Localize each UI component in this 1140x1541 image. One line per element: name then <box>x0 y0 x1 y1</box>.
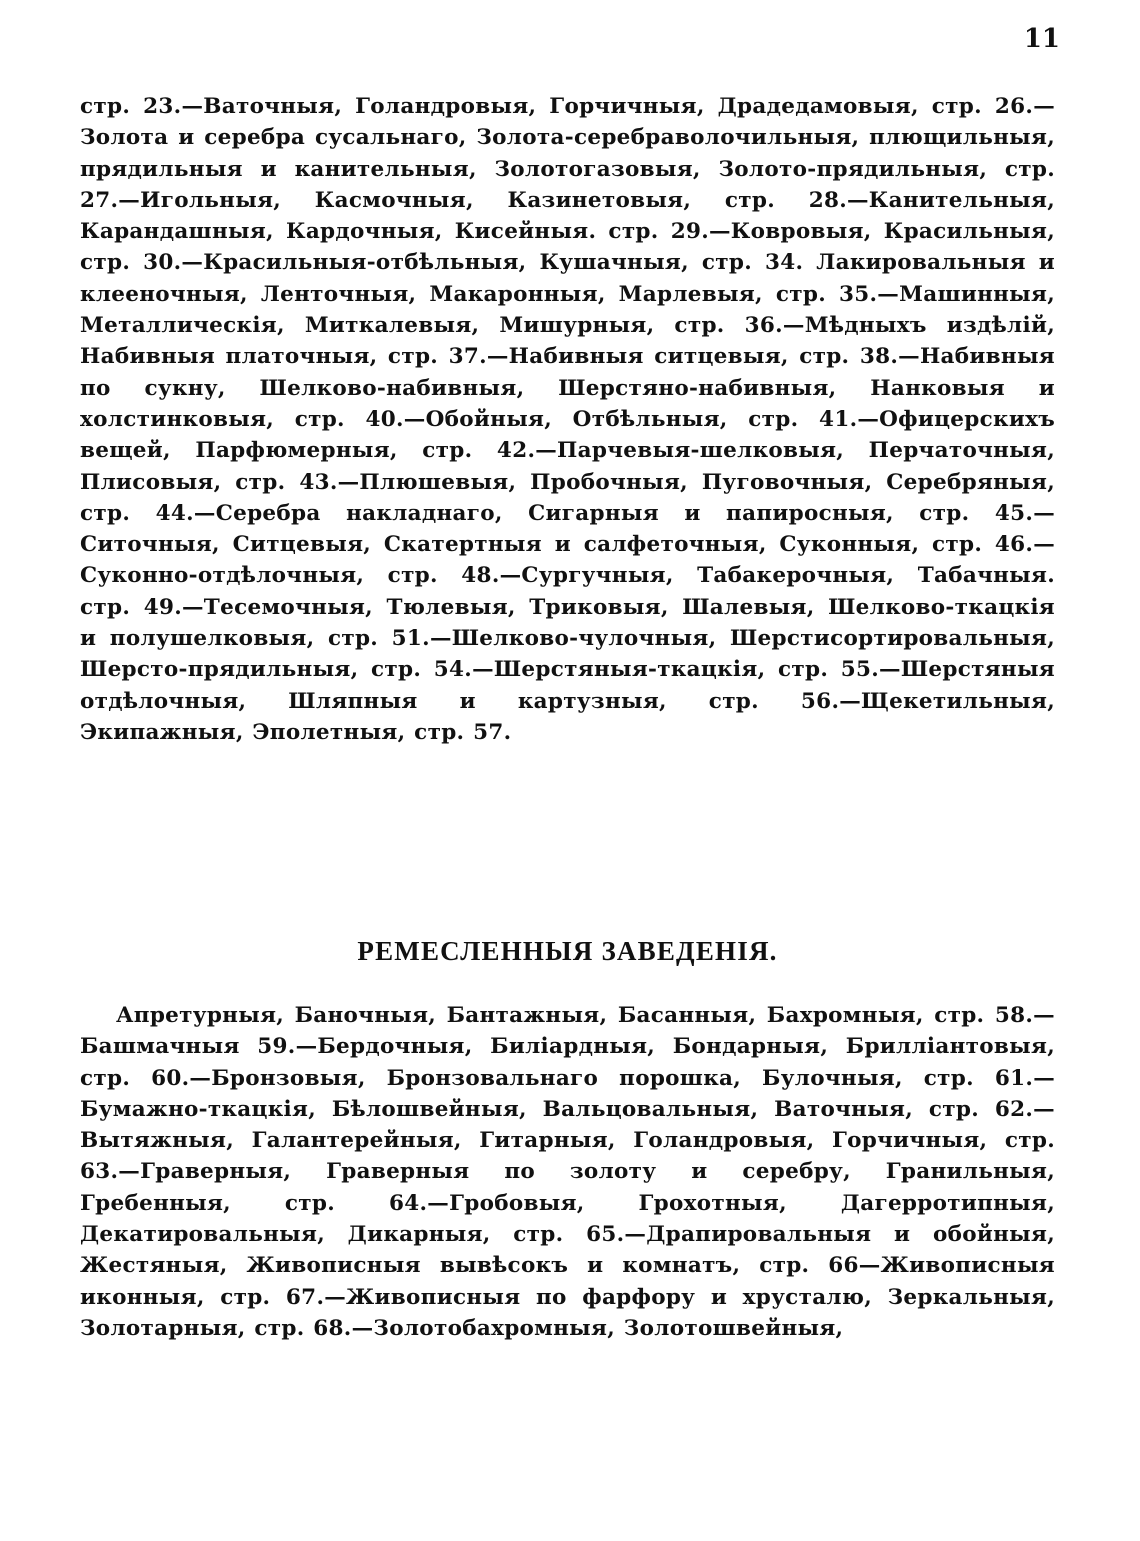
section-heading: РЕМЕСЛЕННЫЯ ЗАВЕДЕНІЯ. <box>357 936 778 966</box>
page-number: 11 <box>1023 24 1060 54</box>
index-paragraph-crafts: Апретурныя, Баночныя, Бантажныя, Басанныя, Бахромныя, стр. 58.—Башмачныя 59.—Бердочныя, Биліардныя, Бондарныя, Брилліантовыя, стр. 60.—Бронзовыя, Бронзовальнаго порошка, Булочныя, стр. 61.—Бумажно-ткацкія, Бѣлошвейныя, Вальцовальныя, Ваточныя, стр. 62.—Вытяжныя, Галантерейныя, Гитарныя, Голандровыя, Горчичныя, стр. 63.—Граверныя, Граверныя по золоту и серебру, Гранильныя, Гребенныя, стр. 64.—Гробовыя, Грохотныя, Дагерротипныя, Декатировальныя, Дикарныя, стр. 65.—Драпировальныя и обойныя, Жестяныя, Живописныя вывѣсокъ и комнатъ, стр. 66—Живописныя иконныя, стр. 67.—Живописныя по фарфору и хрусталю, Зеркальныя, Золотарныя, стр. 68.—Золотобахромныя, Золотошвейныя, <box>80 1003 1055 1341</box>
index-paragraph-factories: стр. 23.—Ваточныя, Голандровыя, Горчичныя, Драдедамовыя, стр. 26.—Золота и серебра сусальнаго, Золота-серебраволочильныя, плющильныя, прядильныя и канительныя, Золотогазовыя, Золото-прядильныя, стр. 27.—Игольныя, Касмочныя, Казинетовыя, стр. 28.—Канительныя, Карандашныя, Кардочныя, Кисейныя. стр. 29.—Ковровыя, Красильныя, стр. 30.—Красильныя-отбѣльныя, Кушачныя, стр. 34. Лакировальныя и клееночныя, Ленточныя, Макаронныя, Марлевыя, стр. 35.—Машинныя, Металлическія, Миткалевыя, Мишурныя, стр. 36.—Мѣдныхъ издѣлій, Набивныя платочныя, стр. 37.—Набивныя ситцевыя, стр. 38.—Набивныя по сукну, Шелково-набивныя, Шерстяно-набивныя, Нанковыя и холстинковыя, стр. 40.—Обойныя, Отбѣльныя, стр. 41.—Офицерскихъ вещей, Парфюмерныя, стр. 42.—Парчевыя-шелковыя, Перчаточныя, Плисовыя, стр. 43.—Плюшевыя, Пробочныя, Пуговочныя, Серебряныя, стр. 44.—Серебра накладнаго, Сигарныя и папиросныя, стр. 45.—Ситочныя, Ситцевыя, Скатертныя и салфеточныя, Суконныя, стр. 46.—Суконно-отдѣлочныя, стр. 48.—Сургучныя, Табакерочныя, Табачныя. стр. 49.—Тесемочныя, Тюлевыя, Триковыя, Шалевыя, Шелково-ткацкія и полушелковыя, стр. 51.—Шелково-чулочныя, Шерстисортировальныя, Шерсто-прядильныя, стр. 54.—Шерстяныя-ткацкія, стр. 55.—Шерстяныя отдѣлочныя, Шляпныя и картузныя, стр. 56.—Щекетильныя, Экипажныя, Эполетныя, стр. 57. <box>80 94 1055 745</box>
